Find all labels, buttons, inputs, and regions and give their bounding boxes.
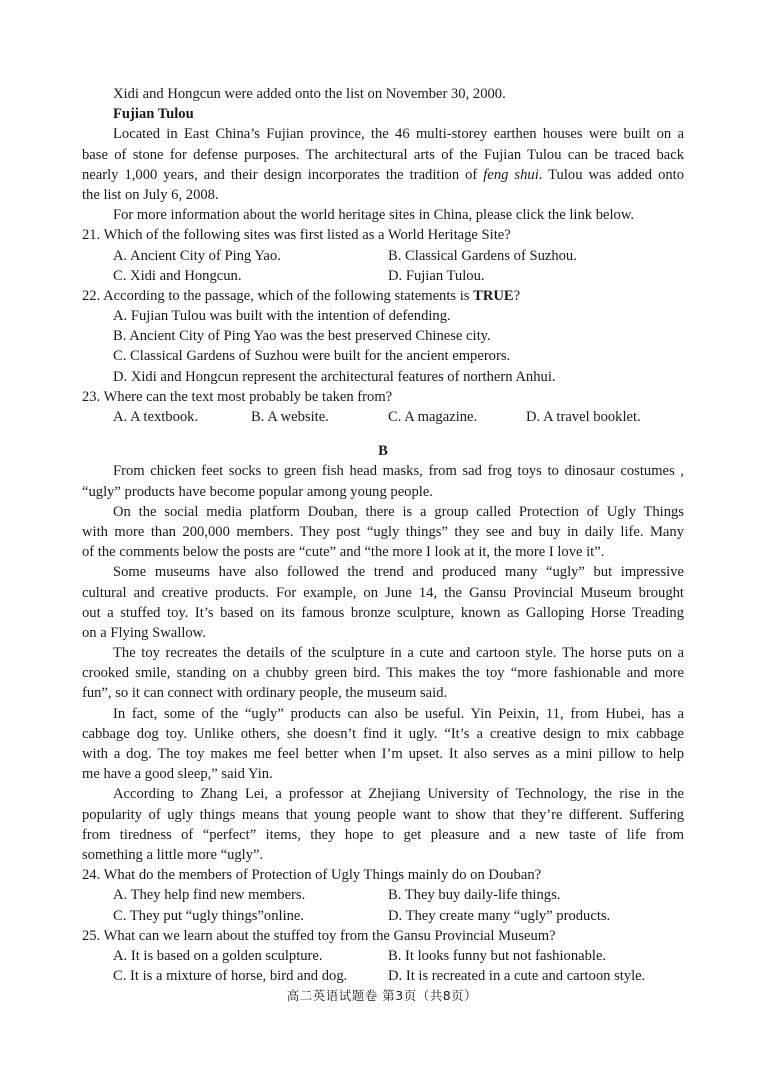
passage-b-p4-line-2: crooked smile, standing on a chubby green bird. This makes the toy “more fashionable and more bbox=[82, 665, 684, 682]
question-25-option-d: D. It is recreated in a cute and cartoon style. bbox=[388, 968, 646, 985]
passage-b-p2-line-2: with more than 200,000 members. They post “ugly things” they see and buy in daily life. Many bbox=[82, 523, 684, 540]
passage-b-p3-line-4: on a Flying Swallow. bbox=[82, 624, 206, 641]
passage-b-p4-line-3: fun”, so it can connect with ordinary people, the museum said. bbox=[82, 685, 448, 702]
passage-b-p6-line-4: something a little more “ugly”. bbox=[82, 846, 264, 863]
question-24-option-a: A. They help find new members. bbox=[113, 887, 306, 904]
passage-b-p5-line-2: cabbage dog toy. Unlike others, she doesn’t find it ugly. “It’s a creative design to mix cabbage bbox=[82, 725, 684, 742]
question-25-option-b: B. It looks funny but not fashionable. bbox=[388, 947, 607, 964]
question-24-options-row-1 bbox=[82, 885, 684, 905]
tulou-line-2: base of stone for defense purposes. The architectural arts of the Fujian Tulou can be traced back bbox=[82, 146, 684, 163]
passage-b-p1-line-1: From chicken feet socks to green fish head masks, from sad frog toys to dinosaur costumes , bbox=[113, 463, 684, 480]
passage-b-p3-line-1: Some museums have also followed the trend and produced many “ugly” but impressive bbox=[113, 564, 684, 581]
question-21-options-row-1 bbox=[82, 246, 684, 266]
passage-b-p6-line-2: popularity of ugly things means that young people want to show that they’re different. Suffering bbox=[82, 806, 684, 823]
question-22-true-keyword: TRUE bbox=[473, 287, 514, 304]
question-22-option-d: D. Xidi and Hongcun represent the architectural features of northern Anhui. bbox=[113, 368, 556, 385]
question-24-stem: 24. What do the members of Protection of Ugly Things mainly do on Douban? bbox=[82, 867, 542, 884]
section-gap bbox=[82, 427, 684, 441]
question-24-option-d: D. They create many “ugly” products. bbox=[388, 907, 611, 924]
xidi-hongcun-line: Xidi and Hongcun were added onto the list on November 30, 2000. bbox=[113, 86, 506, 102]
section-b-title: B bbox=[378, 443, 388, 460]
question-24-option-b: B. They buy daily-life things. bbox=[388, 887, 561, 904]
question-23-stem: 23. Where can the text most probably be taken from? bbox=[82, 388, 393, 405]
question-21-option-a: A. Ancient City of Ping Yao. bbox=[113, 247, 281, 264]
question-23-option-a: A. A textbook. bbox=[113, 409, 199, 425]
question-22-stem bbox=[82, 286, 684, 306]
tulou-line-3 bbox=[82, 165, 684, 185]
tulou-line-3-text: nearly 1,000 years, and their design incorporates the tradition of bbox=[82, 166, 484, 183]
question-25-stem: 25. What can we learn about the stuffed toy from the Gansu Provincial Museum? bbox=[82, 927, 556, 944]
question-21-option-d: D. Fujian Tulou. bbox=[388, 267, 485, 284]
question-24-options-row-2 bbox=[82, 906, 684, 926]
tulou-line-3-end: . Tulou was added onto bbox=[538, 166, 684, 183]
passage-b-p5-line-1: In fact, some of the “ugly” products can also be useful. Yin Peixin, 11, from Hubei, has a bbox=[113, 705, 684, 722]
question-21-option-b: B. Classical Gardens of Suzhou. bbox=[388, 247, 577, 264]
question-24-option-c: C. They put “ugly things”online. bbox=[113, 907, 305, 924]
question-21-option-c: C. Xidi and Hongcun. bbox=[113, 267, 242, 284]
passage-b-p6-line-3: from tiredness of “perfect” items, they hope to get pleasure and a new taste of life from bbox=[82, 826, 684, 843]
tulou-line-4: the list on July 6, 2008. bbox=[82, 186, 219, 203]
fujian-tulou-heading: Fujian Tulou bbox=[113, 106, 194, 123]
question-25-option-c: C. It is a mixture of horse, bird and dog. bbox=[113, 968, 348, 985]
question-22-stem-text: 22. According to the passage, which of the following statements is bbox=[82, 287, 474, 304]
question-22-option-a: A. Fujian Tulou was built with the intention of defending. bbox=[113, 308, 451, 325]
question-22-stem-mark: ? bbox=[513, 287, 521, 304]
question-22-option-c: C. Classical Gardens of Suzhou were built for the ancient emperors. bbox=[113, 348, 511, 365]
question-23-option-d: D. A travel booklet. bbox=[526, 409, 641, 425]
feng-shui-term: feng shui bbox=[483, 166, 539, 183]
tulou-line-1: Located in East China’s Fujian province, the 46 multi-storey earthen houses were built on a bbox=[113, 126, 684, 143]
question-21-options-row-2 bbox=[82, 266, 684, 286]
question-25-options-row-2 bbox=[82, 966, 684, 986]
question-23-options-row bbox=[82, 407, 684, 427]
question-25-options-row-1 bbox=[82, 946, 684, 966]
more-info-line: For more information about the world heritage sites in China, please click the link below. bbox=[113, 207, 635, 224]
question-21-stem: 21. Which of the following sites was first listed as a World Heritage Site? bbox=[82, 227, 511, 244]
passage-b-p6-line-1: According to Zhang Lei, a professor at Zhejiang University of Technology, the rise in the bbox=[113, 786, 684, 803]
page-footer: 高二英语试题卷 第3页（共8页） bbox=[286, 988, 478, 1003]
exam-page bbox=[82, 84, 684, 986]
passage-b-p3-line-2: cultural and creative products. For example, on June 14, the Gansu Provincial Museum brought bbox=[82, 584, 684, 601]
passage-b-p5-line-4: me have a good sleep,” said Yin. bbox=[82, 766, 273, 783]
passage-b-p2-line-1: On the social media platform Douban, there is a group called Protection of Ugly Things bbox=[113, 503, 684, 520]
passage-b-p2-line-3: of the comments below the posts are “cute” and “the more I look at it, the more I love it”. bbox=[82, 544, 605, 561]
question-22-option-b: B. Ancient City of Ping Yao was the best preserved Chinese city. bbox=[113, 328, 491, 345]
question-23-option-b: B. A website. bbox=[251, 409, 329, 425]
passage-b-p4-line-1: The toy recreates the details of the sculpture in a cute and cartoon style. The horse puts on a bbox=[113, 645, 684, 662]
passage-b-p5-line-3: with a dog. The toy makes me feel better when I’m upset. It also serves as a mini pillow to help bbox=[82, 746, 684, 762]
passage-b-p1-line-2: “ugly” products have become popular among young people. bbox=[82, 483, 433, 500]
passage-b-p3-line-3: out a stuffed toy. It’s based on its famous bronze sculpture, known as Galloping Horse Treading bbox=[82, 604, 684, 621]
question-23-option-c: C. A magazine. bbox=[388, 409, 478, 425]
question-25-option-a: A. It is based on a golden sculpture. bbox=[113, 947, 323, 964]
